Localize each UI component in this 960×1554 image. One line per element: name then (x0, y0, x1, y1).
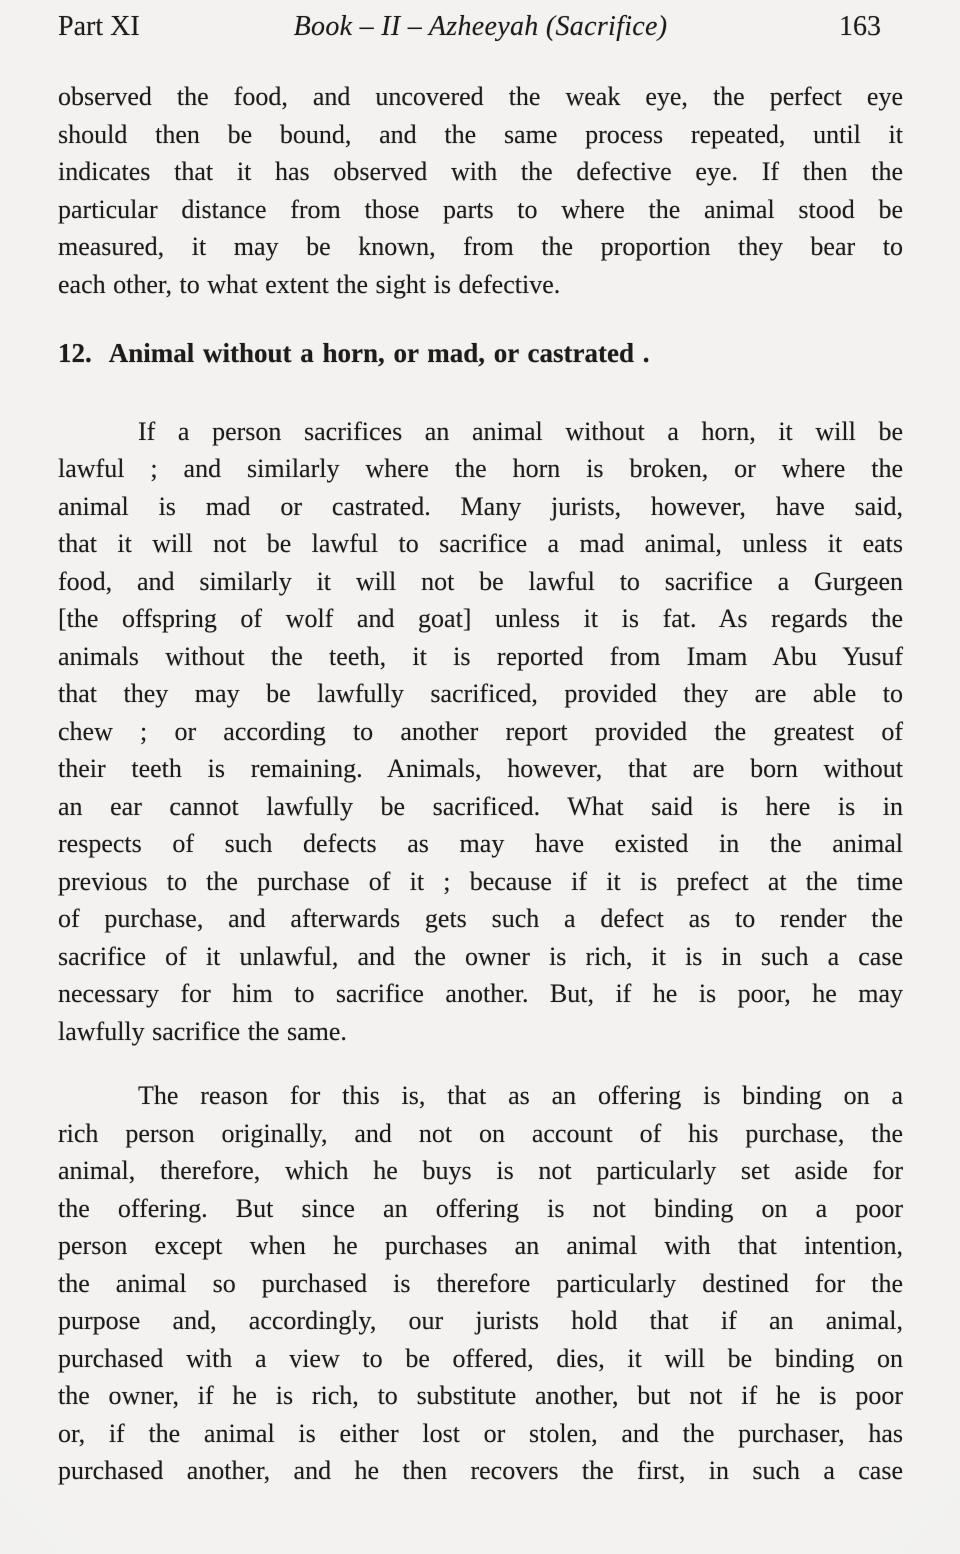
text-line: or, if the animal is either lost or stolen, and the purchaser, has (58, 1418, 903, 1448)
text-line: animal, therefore, which he buys is not particularly set aside for (58, 1156, 903, 1185)
paragraph (58, 78, 903, 303)
part-label: Part XI (58, 11, 140, 42)
text-line: particular distance from those parts to where the animal stood be (58, 194, 903, 224)
text-line: animals without the teeth, it is reported from Imam Abu Yusuf (58, 641, 903, 671)
text-line: animal is mad or castrated. Many jurists, however, have said, (58, 491, 903, 521)
text-line: the owner, if he is rich, to substitute another, but not if he is poor (58, 1381, 903, 1410)
text-line: that they may be lawfully sacrificed, provided they are able to (58, 679, 903, 708)
text-line: observed the food, and uncovered the weak eye, the perfect eye (58, 82, 903, 111)
text-line: each other, to what extent the sight is defective. (58, 269, 561, 299)
text-line: If a person sacrifices an animal without a horn, it will be (138, 416, 903, 446)
text-line: purpose and, accordingly, our jurists hold that if an animal, (58, 1306, 903, 1335)
text-line: respects of such defects as may have existed in the animal (58, 829, 903, 858)
text-line: should then be bound, and the same process repeated, until it (58, 119, 903, 149)
text-line: an ear cannot lawfully be sacrificed. What said is here is in (58, 791, 903, 821)
text-line: that it will not be lawful to sacrifice a mad animal, unless it eats (58, 529, 903, 558)
text-line: sacrifice of it unlawful, and the owner is rich, it is in such a case (58, 941, 903, 971)
section-heading (58, 335, 903, 373)
text-line: their teeth is remaining. Animals, however, that are born without (58, 754, 903, 783)
text-line: chew ; or according to another report provided the greatest of (58, 716, 903, 746)
text-line: the animal so purchased is therefore particularly destined for the (58, 1268, 903, 1298)
text-line: lawfully sacrifice the same. (58, 1016, 347, 1046)
text-line: necessary for him to sacrifice another. But, if he is poor, he may (58, 979, 903, 1008)
page-number: 163 (839, 11, 881, 42)
text-line: purchased with a view to be offered, dies, it will be binding on (58, 1343, 903, 1373)
section-title: Animal without a horn, or mad, or castrated . (108, 338, 650, 368)
paragraph (58, 1077, 903, 1490)
page-body (58, 78, 903, 1490)
paragraph (58, 413, 903, 1051)
running-header (58, 8, 903, 46)
text-line: [the offspring of wolf and goat] unless it is fat. As regards the (58, 604, 903, 633)
section-number: 12. (58, 338, 92, 368)
text-line: measured, it may be known, from the proportion they bear to (58, 232, 903, 261)
book-title: Book – II – Azheeyah (Sacrifice) (293, 11, 668, 42)
text-line: food, and similarly it will not be lawful to sacrifice a Gurgeen (58, 566, 903, 596)
text-line: of purchase, and afterwards gets such a defect as to render the (58, 904, 903, 933)
text-line: lawful ; and similarly where the horn is broken, or where the (58, 454, 903, 483)
text-line: indicates that it has observed with the defective eye. If then the (58, 157, 903, 186)
text-line: rich person originally, and not on account of his purchase, the (58, 1118, 903, 1148)
text-line: the offering. But since an offering is not binding on a poor (58, 1193, 903, 1223)
text-line: person except when he purchases an animal with that intention, (58, 1231, 903, 1260)
text-line: purchased another, and he then recovers the first, in such a case (58, 1456, 903, 1485)
text-line: previous to the purchase of it ; because if it is prefect at the time (58, 866, 903, 896)
text-line: The reason for this is, that as an offering is binding on a (138, 1081, 903, 1110)
